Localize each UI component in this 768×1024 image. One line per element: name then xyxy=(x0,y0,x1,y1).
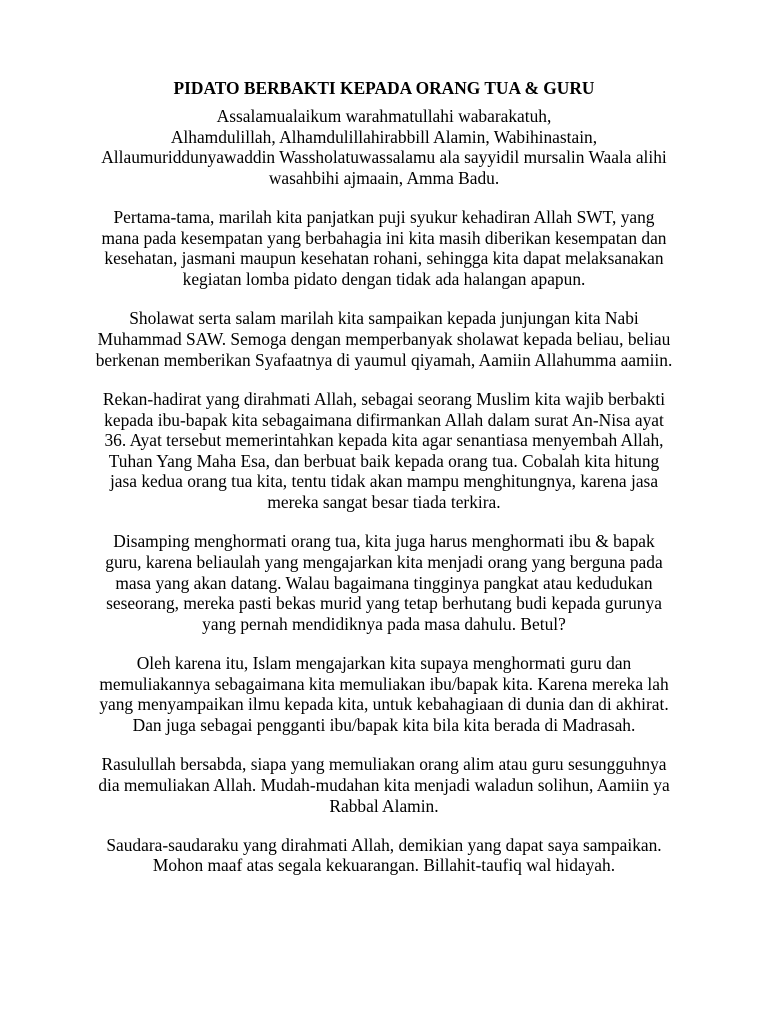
paragraph-line: wasahbihi ajmaain, Amma Badu. xyxy=(268,167,500,188)
paragraph-line: Assalamualaikum warahmatullahi wabarakatuh, xyxy=(216,106,552,127)
paragraph-line: Rabbal Alamin. xyxy=(329,795,439,816)
paragraph-line: Saudara-saudaraku yang dirahmati Allah, demikian yang dapat saya sampaikan. xyxy=(106,834,662,855)
paragraph-line: kesehatan, jasmani maupun kesehatan rohani, sehingga kita dapat melaksanakan xyxy=(104,248,664,269)
paragraph-line: seseorang, mereka pasti bekas murid yang tetap berhutang budi kepada gurunya xyxy=(106,593,662,614)
paragraph-line: Disamping menghormati orang tua, kita juga harus menghormati ibu & bapak xyxy=(113,531,655,552)
paragraph-gratitude xyxy=(0,207,768,289)
paragraph-line: yang pernah mendidiknya pada masa dahulu. Betul? xyxy=(202,613,566,634)
paragraph-line: mereka sangat besar tiada terkira. xyxy=(267,491,501,512)
paragraph-line: Rekan-hadirat yang dirahmati Allah, sebagai seorang Muslim kita wajib berbakti xyxy=(102,389,666,410)
document-title: PIDATO BERBAKTI KEPADA ORANG TUA & GURU xyxy=(173,77,595,98)
paragraph-line: yang menyampaikan ilmu kepada kita, untuk kebahagiaan di dunia dan di akhirat. xyxy=(99,694,669,715)
paragraph-honoring-teachers xyxy=(0,531,768,634)
paragraph-line: 36. Ayat tersebut memerintahkan kepada kita agar senantiasa menyembah Allah, xyxy=(104,430,664,451)
document-body xyxy=(0,106,768,876)
paragraph-line: Allaumuriddunyawaddin Wassholatuwassalamu ala sayyidil mursalin Waala alihi xyxy=(101,147,667,168)
paragraph-line: Dan juga sebagai pengganti ibu/bapak kita bila kita berada di Madrasah. xyxy=(132,714,636,735)
paragraph-opening-greeting xyxy=(0,106,768,188)
paragraph-line: guru, karena beliaulah yang mengajarkan kita menjadi orang yang berguna pada xyxy=(105,551,663,572)
paragraph-line: Mohon maaf atas segala kekuarangan. Billahit-taufiq wal hidayah. xyxy=(152,855,616,876)
paragraph-honoring-parents xyxy=(0,389,768,513)
paragraph-line: Muhammad SAW. Semoga dengan memperbanyak sholawat kepada beliau, beliau xyxy=(97,329,671,350)
paragraph-line: kegiatan lomba pidato dengan tidak ada halangan apapun. xyxy=(182,269,586,290)
paragraph-line: kepada ibu-bapak kita sebagaimana difirmankan Allah dalam surat An-Nisa ayat xyxy=(104,409,664,430)
paragraph-islam-teaching xyxy=(0,653,768,735)
paragraph-line: Alhamdulillah, Alhamdulillahirabbill Alamin, Wabihinastain, xyxy=(170,126,598,147)
paragraph-line: Sholawat serta salam marilah kita sampaikan kepada junjungan kita Nabi xyxy=(129,308,639,329)
paragraph-line: mana pada kesempatan yang berbahagia ini kita masih diberikan kesempatan dan xyxy=(101,227,667,248)
paragraph-line: memuliakannya sebagaimana kita memuliakan ibu/bapak kita. Karena mereka lah xyxy=(99,673,669,694)
paragraph-hadith xyxy=(0,754,768,816)
paragraph-line: jasa kedua orang tua kita, tentu tidak akan mampu menghitungnya, karena jasa xyxy=(109,471,659,492)
paragraph-line: dia memuliakan Allah. Mudah-mudahan kita menjadi waladun solihun, Aamiin ya xyxy=(98,774,670,795)
paragraph-line: Oleh karena itu, Islam mengajarkan kita supaya menghormati guru dan xyxy=(136,653,632,674)
paragraph-closing xyxy=(0,835,768,876)
paragraph-line: Rasulullah bersabda, siapa yang memuliakan orang alim atau guru sesungguhnya xyxy=(101,754,667,775)
paragraph-sholawat xyxy=(0,308,768,370)
paragraph-line: Pertama-tama, marilah kita panjatkan puji syukur kehadiran Allah SWT, yang xyxy=(113,207,655,228)
paragraph-line: masa yang akan datang. Walau bagaimana tingginya pangkat atau kedudukan xyxy=(115,572,653,593)
paragraph-line: berkenan memberikan Syafaatnya di yaumul qiyamah, Aamiin Allahumma aamiin. xyxy=(95,349,673,370)
paragraph-line: Tuhan Yang Maha Esa, dan berbuat baik kepada orang tua. Cobalah kita hitung xyxy=(108,450,660,471)
